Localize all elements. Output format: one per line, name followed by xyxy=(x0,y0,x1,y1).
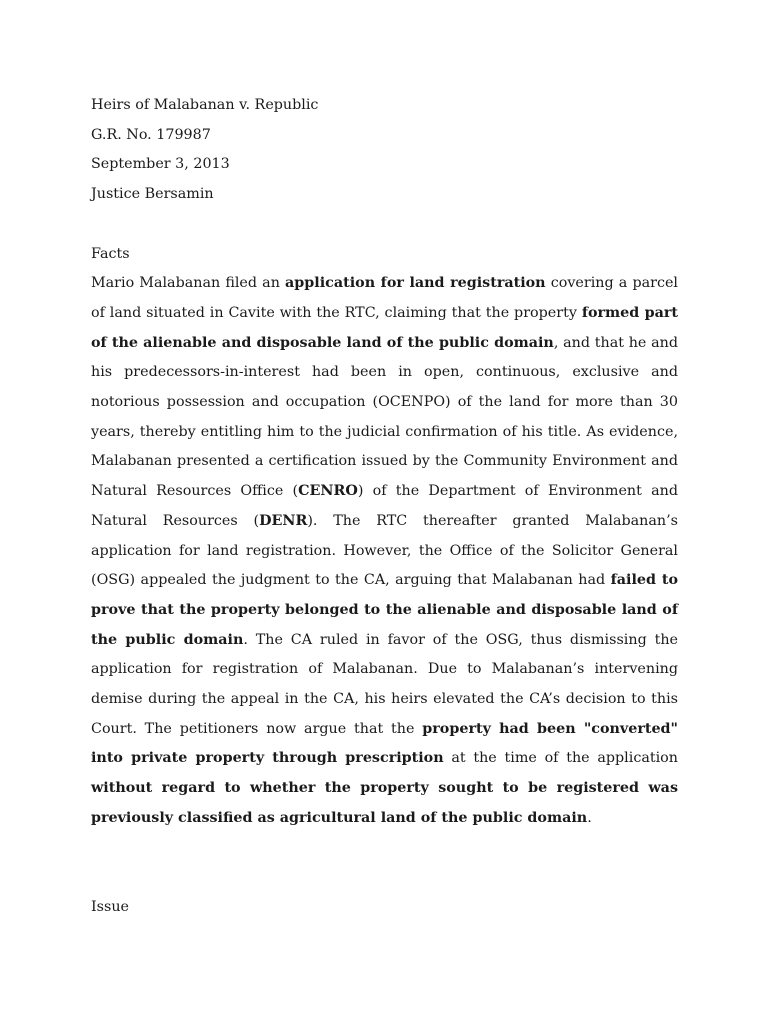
facts-text-7: at the time of the application xyxy=(443,750,678,767)
facts-text-1: Mario Malabanan filed an xyxy=(91,275,286,292)
facts-bold-application: application for land registration xyxy=(285,275,546,292)
spacer xyxy=(91,210,678,240)
facts-text-3: , and that he and his predecessors-in-interest had been in open, continuous, exclusive and notorious possession and occupation (OCENPO) of the land for more than 30 years, thereby entitling him to the judicial confirmation of his title. As evidence, Malabanan presented a certification issued by the Community Environment and Natural Resources Office ( xyxy=(91,334,678,500)
case-title: Heirs of Malabanan v. Republic xyxy=(91,97,319,113)
gr-number: G.R. No. 179987 xyxy=(91,126,211,143)
facts-heading: Facts xyxy=(91,245,130,262)
facts-text-4: ) of the Department of Environment and Natural Resources ( xyxy=(91,483,678,529)
decision-date: September 3, 2013 xyxy=(91,156,230,173)
facts-bold-failed-to-prove: failed to prove that the property belonged to the alienable and disposable land of the public domain xyxy=(91,572,678,648)
issue-heading: Issue xyxy=(91,898,129,915)
facts-text-5: ). The RTC thereafter granted Malabanan’s application for land registration. However, the Office of the Solicitor General (OSG) appealed the judgment to the CA, arguing that Malabanan had xyxy=(91,512,678,589)
facts-text-2: covering a parcel of land situated in Cavite with the RTC, claiming that the property xyxy=(91,275,678,321)
facts-bold-denr: DENR xyxy=(259,512,308,529)
facts-paragraph xyxy=(91,269,678,833)
facts-bold-cenro: CENRO xyxy=(298,483,358,500)
facts-bold-alienable: formed part of the alienable and disposable land of the public domain xyxy=(91,304,678,351)
facts-text-6: . The CA ruled in favor of the OSG, thus dismissing the application for registration of Malabanan. Due to Malabanan’s intervening demise during the appeal in the CA, his heirs elevated the CA’s decision to this Court. The petitioners now argue that the xyxy=(91,631,678,737)
facts-bold-without-regard: without regard to whether the property sought to be registered was previously classified as agricultural land of the public domain xyxy=(91,780,678,826)
ponente-justice: Justice Bersamin xyxy=(91,186,214,203)
spacer-large xyxy=(91,834,678,893)
facts-text-8: . xyxy=(587,809,592,826)
facts-bold-converted: property had been "converted" into private property through prescription xyxy=(91,720,678,767)
